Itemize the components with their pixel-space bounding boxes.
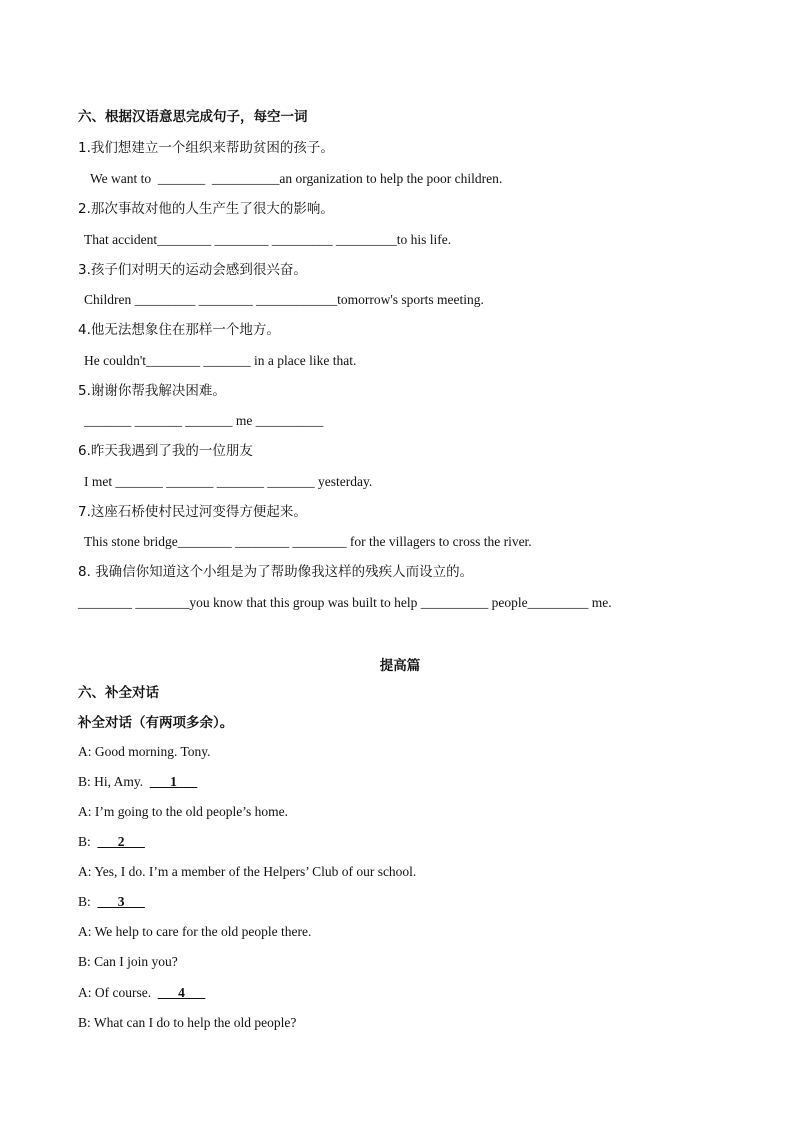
item-3-chinese: 3.孩子们对明天的运动会感到很兴奋。	[78, 262, 307, 278]
dialog-text: A: We help to care for the old people there.	[78, 924, 312, 939]
dialog-line-7	[78, 923, 311, 941]
dialog-line-6	[78, 893, 145, 911]
item-8-chinese: 8. 我确信你知道这个小组是为了帮助像我这样的残疾人而设立的。	[78, 564, 474, 580]
dialog-section-title: 六、补全对话	[78, 685, 159, 701]
item-8-english: ________ ________you know that this group was built to help __________ people_________ me.	[78, 595, 612, 610]
item-1-english: We want to _______ __________an organization to help the poor children.	[90, 171, 503, 186]
item-2-english: That accident________ ________ _________ _________to his life.	[84, 232, 452, 247]
dialog-line-8	[78, 953, 178, 971]
item-6-english: I met _______ _______ _______ _______ yesterday.	[84, 474, 373, 489]
dialog-text: A: Of course.	[78, 985, 158, 1000]
dialog-text: B:	[78, 834, 98, 849]
answer-blank-4: ___4___	[157, 985, 206, 1000]
dialog-line-2	[78, 773, 197, 791]
item-1-chinese: 1.我们想建立一个组织来帮助贫困的孩子。	[78, 140, 334, 156]
dialog-line-10	[78, 1014, 296, 1032]
item-3-english: Children _________ ________ ____________tomorrow's sports meeting.	[84, 292, 484, 307]
answer-blank-2: ___2___	[97, 834, 145, 849]
answer-blank-3: ___3___	[97, 894, 145, 909]
dialog-line-9	[78, 984, 205, 1002]
item-6-chinese: 6.昨天我遇到了我的一位朋友	[78, 443, 253, 459]
dialog-text: A: Good morning. Tony.	[78, 744, 211, 759]
answer-blank-1: ___1___	[149, 774, 198, 789]
dialog-text: B: Can I join you?	[78, 954, 178, 969]
dialog-text: A: Yes, I do. I’m a member of the Helpers’ Club of our school.	[78, 864, 417, 879]
dialog-line-3	[78, 803, 288, 821]
dialog-text: B:	[78, 894, 98, 909]
dialog-line-1	[78, 743, 211, 761]
dialog-text: B: Hi, Amy.	[78, 774, 150, 789]
dialog-text: B: What can I do to help the old people?	[78, 1015, 297, 1030]
dialog-line-4	[78, 833, 145, 851]
advanced-title: 提高篇	[379, 658, 421, 674]
item-5-chinese: 5.谢谢你帮我解决困难。	[78, 383, 226, 399]
item-7-english: This stone bridge________ ________ ________ for the villagers to cross the river.	[84, 534, 532, 549]
item-5-english: _______ _______ _______ me __________	[84, 413, 324, 428]
dialog-instruction: 补全对话（有两项多余）。	[78, 715, 234, 731]
dialog-line-5	[78, 863, 416, 881]
dialog-text: A: I’m going to the old people’s home.	[78, 804, 288, 819]
section-title: 六、根据汉语意思完成句子，每空一词	[78, 109, 308, 125]
item-7-chinese: 7.这座石桥使村民过河变得方便起来。	[78, 504, 307, 520]
item-2-chinese: 2.那次事故对他的人生产生了很大的影响。	[78, 201, 334, 217]
item-4-chinese: 4.他无法想象住在那样一个地方。	[78, 322, 280, 338]
item-4-english: He couldn't________ _______ in a place like that.	[84, 353, 357, 368]
